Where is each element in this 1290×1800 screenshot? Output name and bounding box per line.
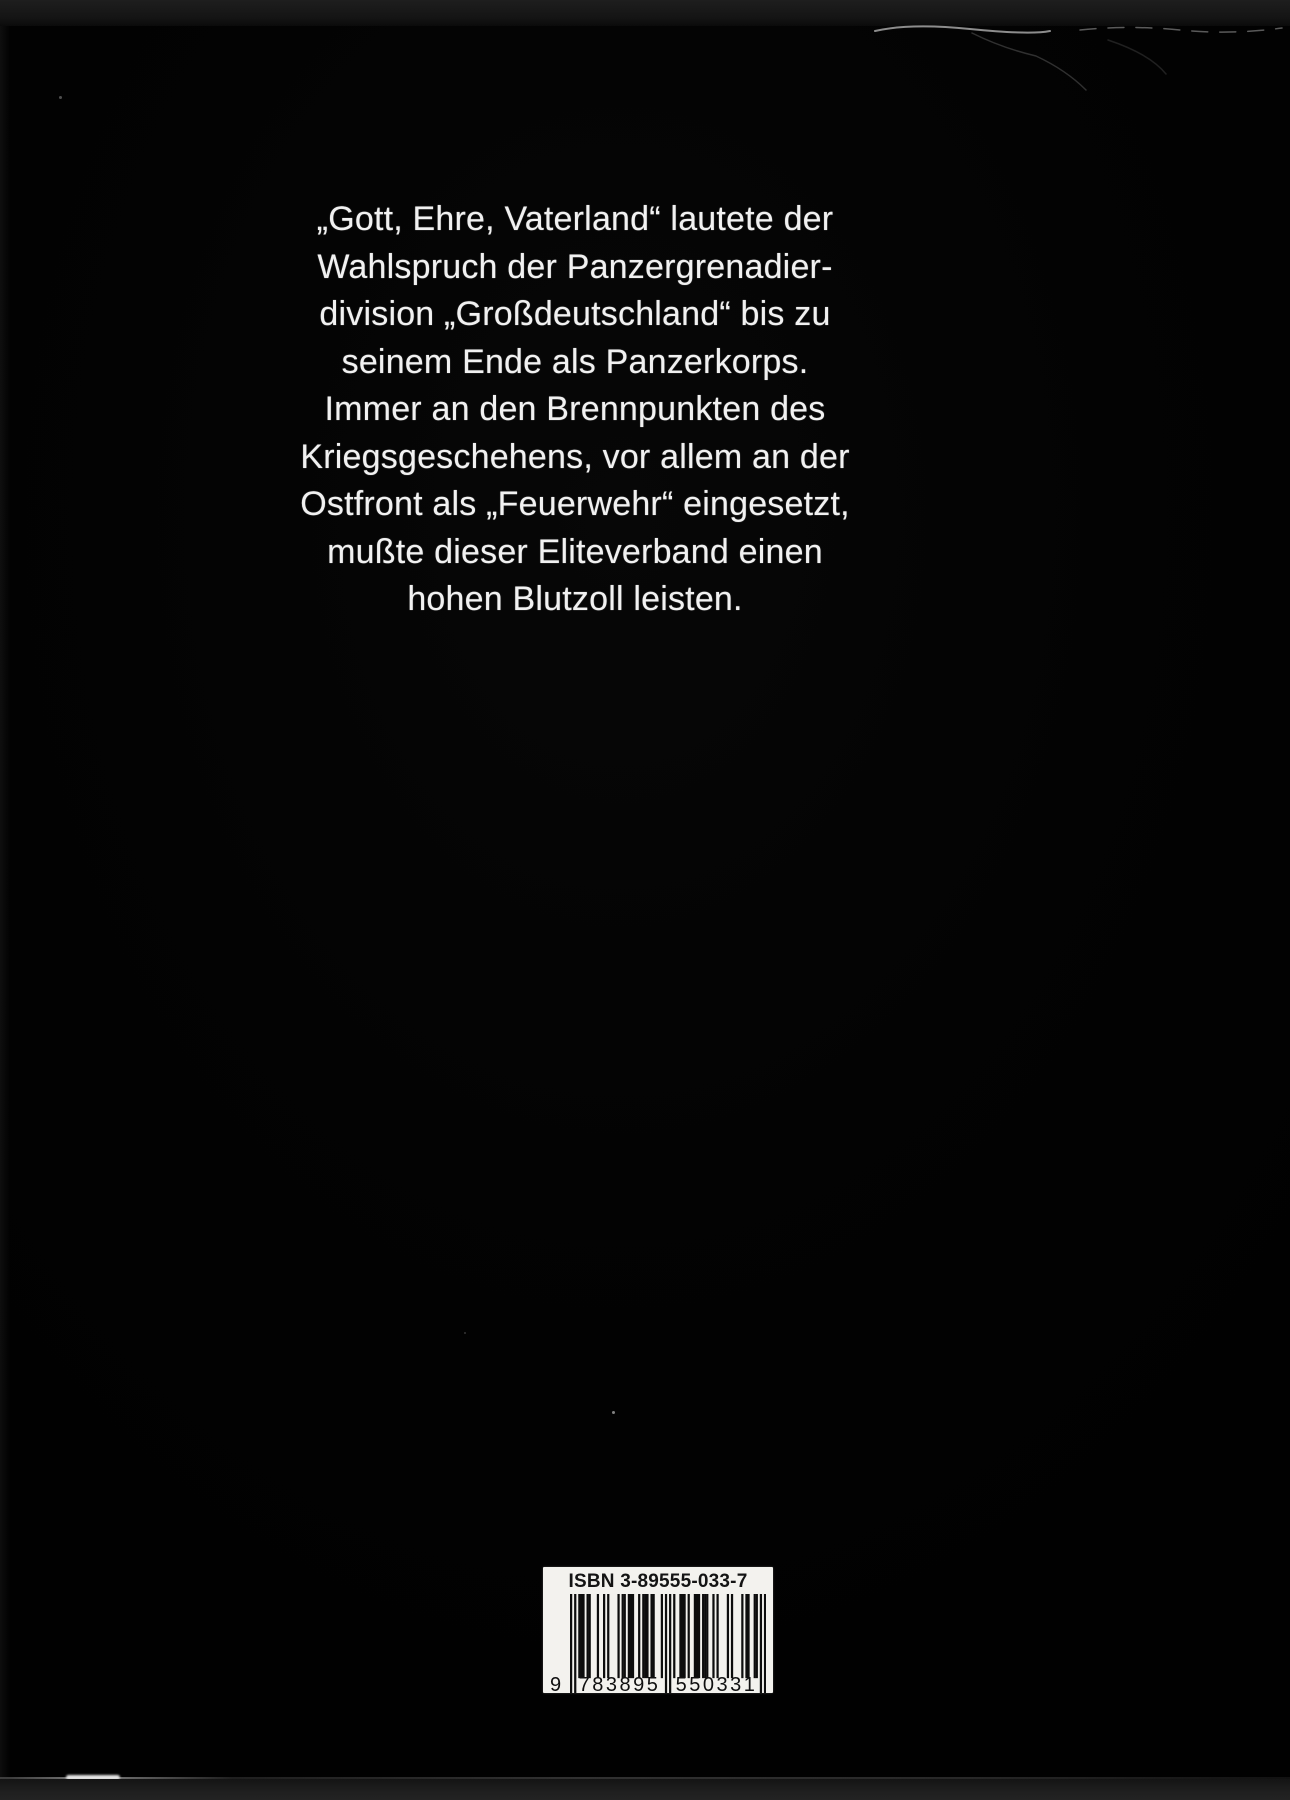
blurb-line: seinem Ende als Panzerkorps.	[341, 342, 809, 381]
dust-speck	[612, 1411, 615, 1414]
background-bottom-strip	[0, 1779, 1290, 1800]
blurb-text-block	[300, 196, 850, 624]
blurb-line: mußte dieser Eliteverband einen	[327, 532, 823, 571]
isbn-barcode-label	[543, 1567, 773, 1696]
blurb-line: Immer an den Brennpunkten des	[324, 390, 826, 428]
blurb-line: division „Großdeutschland“ bis zu	[319, 295, 831, 333]
blurb-line: Ostfront als „Feuerwehr“ eingesetzt,	[300, 485, 850, 523]
ean13-barcode	[550, 1594, 766, 1696]
blurb-line: Wahlspruch der Panzergrenadier-	[317, 247, 833, 286]
blurb-line: „Gott, Ehre, Vaterland“ lautete der	[316, 200, 834, 238]
isbn-number: ISBN 3-89555-033-7	[568, 1571, 748, 1592]
barcode-leading-digit: 9	[550, 1674, 562, 1696]
cover-left-edge-highlight	[0, 26, 10, 1779]
background-top-strip	[0, 0, 1290, 26]
blurb-line: hohen Blutzoll leisten.	[407, 580, 743, 618]
dust-speck	[59, 96, 62, 99]
barcode-left-digits: 783895	[578, 1674, 661, 1696]
dust-speck	[464, 1332, 466, 1334]
barcode-right-digits: 550331	[675, 1674, 758, 1696]
blurb-line: Kriegsgeschehens, vor allem an der	[300, 437, 850, 476]
